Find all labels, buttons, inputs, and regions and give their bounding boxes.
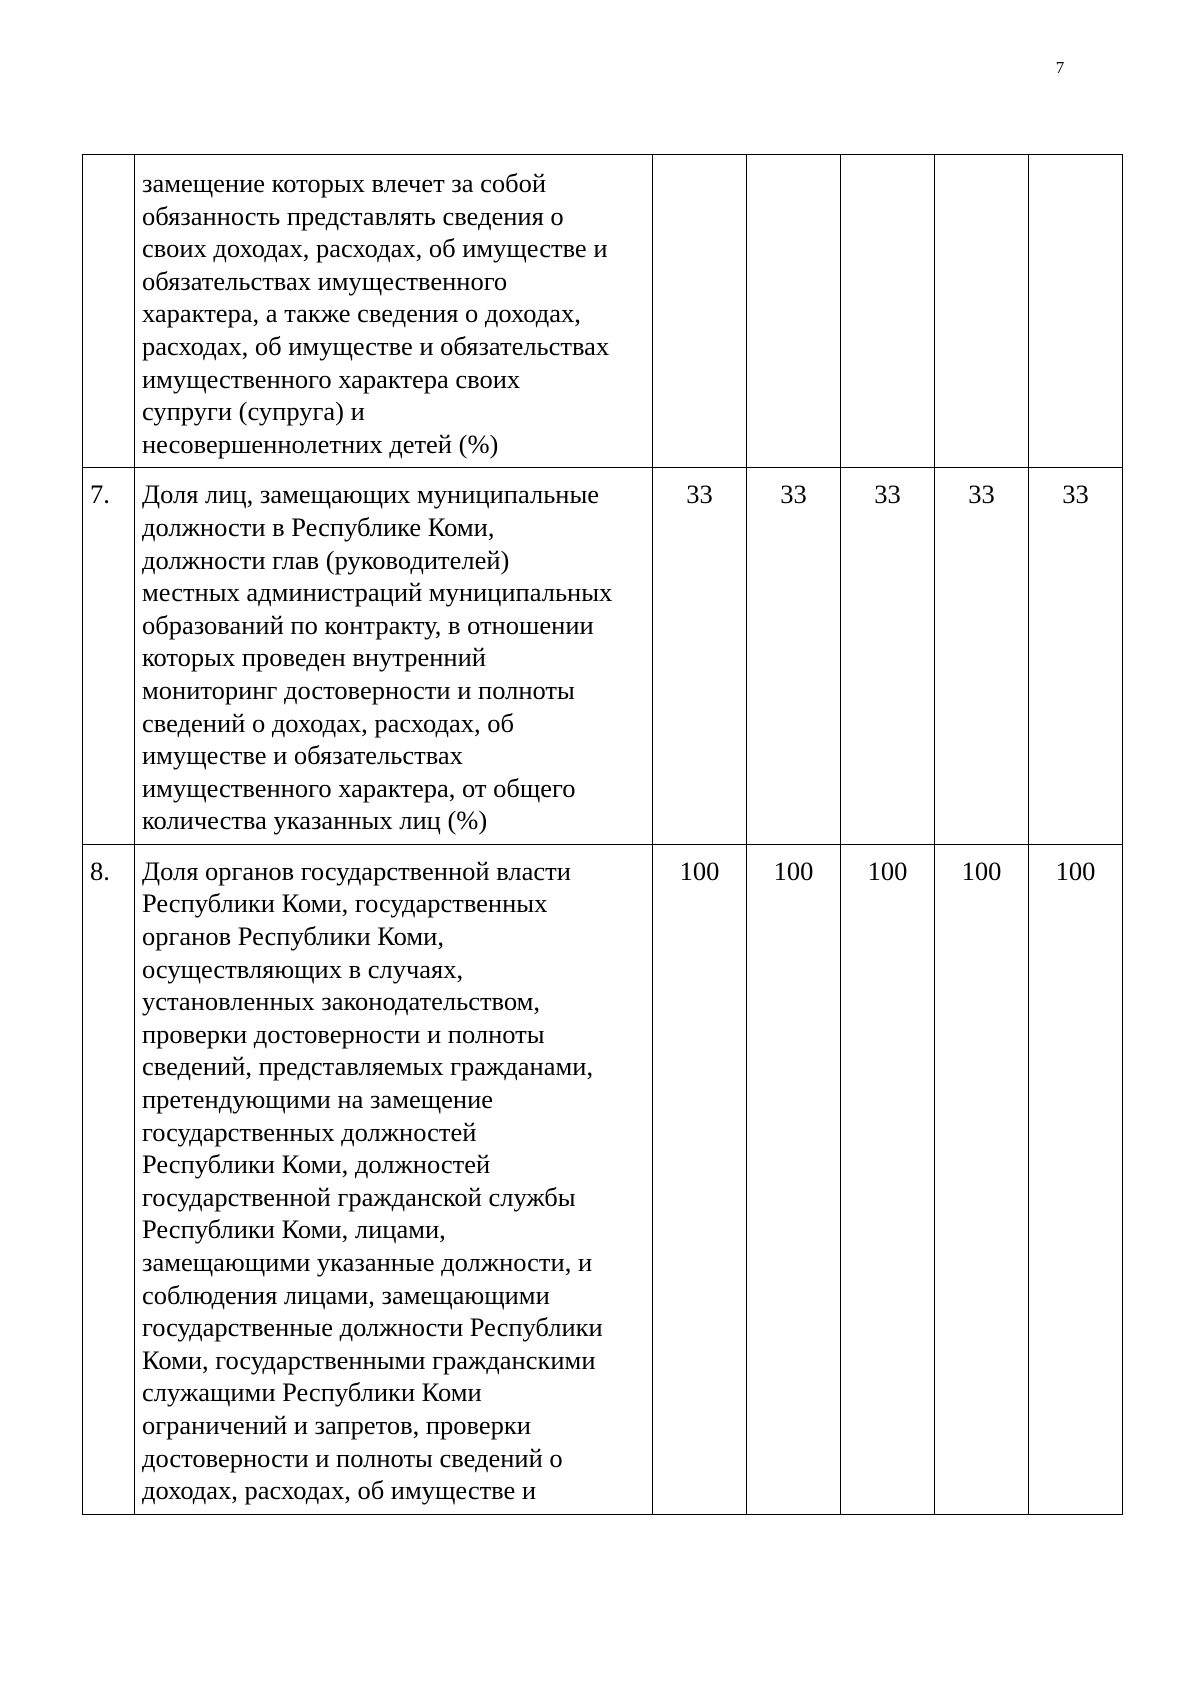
description-line: мониторинг достоверности и полноты <box>142 674 575 705</box>
description-line: Республики Коми, лицами, <box>142 1214 446 1245</box>
description-line: установленных законодательством, <box>142 986 541 1017</box>
value-cell: 100 <box>935 844 1029 1514</box>
description-line: сведений, представляемых гражданами, <box>142 1051 594 1082</box>
description-line: Республики Коми, государственных <box>142 888 548 919</box>
description-line: должности глав (руководителей) <box>142 544 510 575</box>
value-cell <box>935 155 1029 468</box>
description-line: государственные должности Республики <box>142 1312 603 1343</box>
description-line: имуществе и обязательствах <box>142 740 463 771</box>
description-line: служащими Республики Коми <box>142 1377 482 1408</box>
description-line: замещение которых влечет за собой <box>142 168 547 198</box>
row-number-cell: 8. <box>83 844 135 1514</box>
description-line: претендующими на замещение <box>142 1084 494 1115</box>
value-cell: 33 <box>1029 468 1123 845</box>
value-cell: 100 <box>747 844 841 1514</box>
description-line: обязательствах имущественного <box>142 265 508 296</box>
value-cell: 100 <box>1029 844 1123 1514</box>
description-line: органов Республики Коми, <box>142 921 444 952</box>
value-cell: 33 <box>841 468 935 845</box>
description-line: Республики Коми, должностей <box>142 1149 491 1180</box>
description-line: доходах, расходах, об имуществе и <box>142 1475 537 1506</box>
value-cell: 100 <box>653 844 747 1514</box>
description-line: Коми, государственными гражданскими <box>142 1344 596 1375</box>
indicators-table <box>82 154 1123 1515</box>
description-line: образований по контракту, в отношении <box>142 609 594 640</box>
description-line: супруги (супруга) и <box>142 396 365 427</box>
value-cell: 33 <box>747 468 841 845</box>
indicator-description-cell <box>135 155 653 468</box>
description-line: обязанность представлять сведения о <box>142 200 564 231</box>
description-line: проверки достоверности и полноты <box>142 1018 545 1049</box>
description-line: соблюдения лицами, замещающими <box>142 1279 550 1310</box>
table-row <box>83 155 1123 468</box>
row-number-cell: 7. <box>83 468 135 845</box>
indicator-description-cell <box>135 468 653 845</box>
row-number-cell <box>83 155 135 468</box>
value-cell <box>747 155 841 468</box>
description-line: имущественного характера своих <box>142 363 521 394</box>
description-line: достоверности и полноты сведений о <box>142 1442 563 1473</box>
table-row <box>83 468 1123 845</box>
description-line: государственной гражданской службы <box>142 1181 576 1212</box>
value-cell: 33 <box>935 468 1029 845</box>
description-line: должности в Республике Коми, <box>142 511 495 542</box>
description-line: государственных должностей <box>142 1116 477 1147</box>
value-cell: 33 <box>653 468 747 845</box>
page-number: 7 <box>1055 58 1065 77</box>
description-line: замещающими указанные должности, и <box>142 1247 593 1277</box>
description-line: осуществляющих в случаях, <box>142 953 464 984</box>
description-line: несовершеннолетних детей (%) <box>142 428 499 459</box>
description-line: имущественного характера, от общего <box>142 772 576 803</box>
value-cell <box>653 155 747 468</box>
table-row <box>83 844 1123 1514</box>
description-line: сведений о доходах, расходах, об <box>142 707 514 738</box>
value-cell <box>1029 155 1123 468</box>
description-line: своих доходах, расходах, об имуществе и <box>142 233 608 264</box>
description-line: расходах, об имуществе и обязательствах <box>142 330 610 361</box>
indicator-description-cell <box>135 844 653 1514</box>
description-line: Доля лиц, замещающих муниципальные <box>142 479 600 510</box>
description-line: количества указанных лиц (%) <box>142 805 488 836</box>
value-cell <box>841 155 935 468</box>
description-line: местных администраций муниципальных <box>142 577 613 608</box>
value-cell: 100 <box>841 844 935 1514</box>
description-line: характера, а также сведения о доходах, <box>142 298 581 329</box>
description-line: Доля органов государственной власти <box>142 855 571 886</box>
description-line: ограничений и запретов, проверки <box>142 1409 531 1440</box>
description-line: которых проведен внутренний <box>142 642 486 673</box>
